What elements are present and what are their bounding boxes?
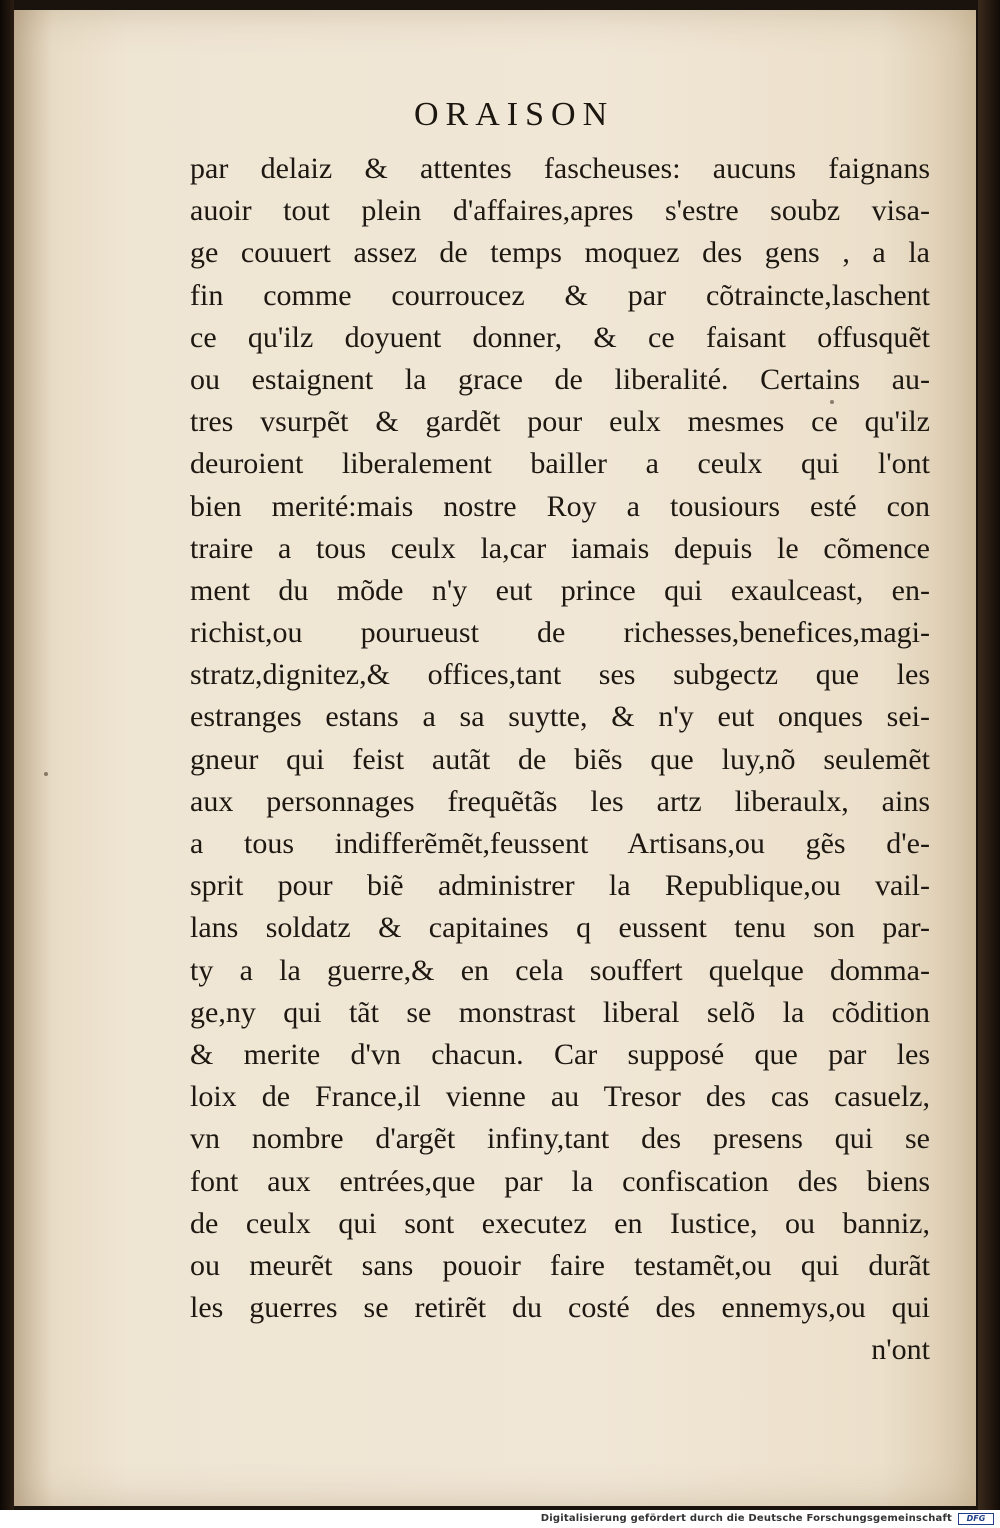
text-line: ou meurẽt sans pouoir faire testamẽt,ou qui durãt bbox=[190, 1248, 930, 1282]
text-line: loix de France,il vienne au Tresor des cas casuelz, bbox=[190, 1080, 930, 1114]
text-line: sprit pour biẽ administrer la Republique,ou vail- bbox=[190, 869, 930, 903]
book-edge-left bbox=[0, 0, 14, 1510]
text-line: & merite d'vn chacun. Car supposé que par les bbox=[190, 1037, 930, 1071]
text-line: gneur qui feist autãt de biẽs que luy,nõ seulemẽt bbox=[190, 742, 930, 776]
text-line: ge couuert assez de temps moquez des gens , a la bbox=[190, 236, 930, 270]
text-line: vn nombre d'argẽt infiny,tant des presens qui se bbox=[190, 1122, 930, 1156]
text-line: font aux entrées,que par la confiscation des biens bbox=[190, 1164, 930, 1198]
running-head: ORAISON bbox=[414, 96, 615, 133]
text-line: ce qu'ilz doyuent donner, & ce faisant offusquẽt bbox=[190, 320, 930, 354]
text-line: bien merité:mais nostre Roy a tousiours esté con bbox=[190, 489, 930, 523]
text-line: ty a la guerre,& en cela souffert quelque domma- bbox=[190, 953, 930, 987]
text-line: ment du mõde n'y eut prince qui exaulceast, en- bbox=[190, 573, 930, 607]
footer-bar bbox=[0, 1510, 1000, 1528]
page-text-block bbox=[190, 148, 930, 1371]
text-line: auoir tout plein d'affaires,apres s'estre soubz visa- bbox=[190, 194, 930, 228]
text-line: de ceulx qui sont executez en Iustice, ou banniz, bbox=[190, 1206, 930, 1240]
paper-speck bbox=[44, 772, 48, 776]
text-line: tres vsurpẽt & gardẽt pour eulx mesmes ce qu'ilz bbox=[190, 405, 930, 439]
text-line: n'ont bbox=[871, 1333, 930, 1367]
text-line: richist,ou pourueust de richesses,benefices,magi- bbox=[190, 616, 930, 650]
text-line: deuroient liberalement bailler a ceulx qui l'ont bbox=[190, 447, 930, 481]
dfg-logo: DFG bbox=[958, 1513, 994, 1525]
funding-credit: Digitalisierung gefördert durch die Deutsche Forschungsgemeinschaft bbox=[540, 1513, 952, 1524]
text-line: traire a tous ceulx la,car iamais depuis le cõmence bbox=[190, 531, 930, 565]
text-line: a tous indifferẽmẽt,feussent Artisans,ou gẽs d'e- bbox=[190, 827, 930, 860]
text-line: lans soldatz & capitaines q eussent tenu son par- bbox=[190, 911, 930, 945]
text-line: estranges estans a sa suytte, & n'y eut onques sei- bbox=[190, 700, 930, 734]
text-line: ou estaignent la grace de liberalité. Certains au- bbox=[190, 362, 930, 396]
paper-speck bbox=[830, 400, 834, 404]
book-edge-right bbox=[978, 0, 1000, 1510]
text-line: ge,ny qui tãt se monstrast liberal selõ la cõdition bbox=[190, 995, 930, 1029]
text-line: stratz,dignitez,& offices,tant ses subgectz que les bbox=[190, 658, 930, 692]
text-line: aux personnages frequẽtãs les artz liberaulx, ains bbox=[190, 784, 930, 818]
text-line: par delaiz & attentes fascheuses: aucuns faignans bbox=[190, 152, 930, 185]
text-line: les guerres se retirẽt du costé des ennemys,ou qui bbox=[190, 1291, 930, 1325]
text-line: fin comme courroucez & par cõtraincte,laschent bbox=[190, 278, 930, 312]
